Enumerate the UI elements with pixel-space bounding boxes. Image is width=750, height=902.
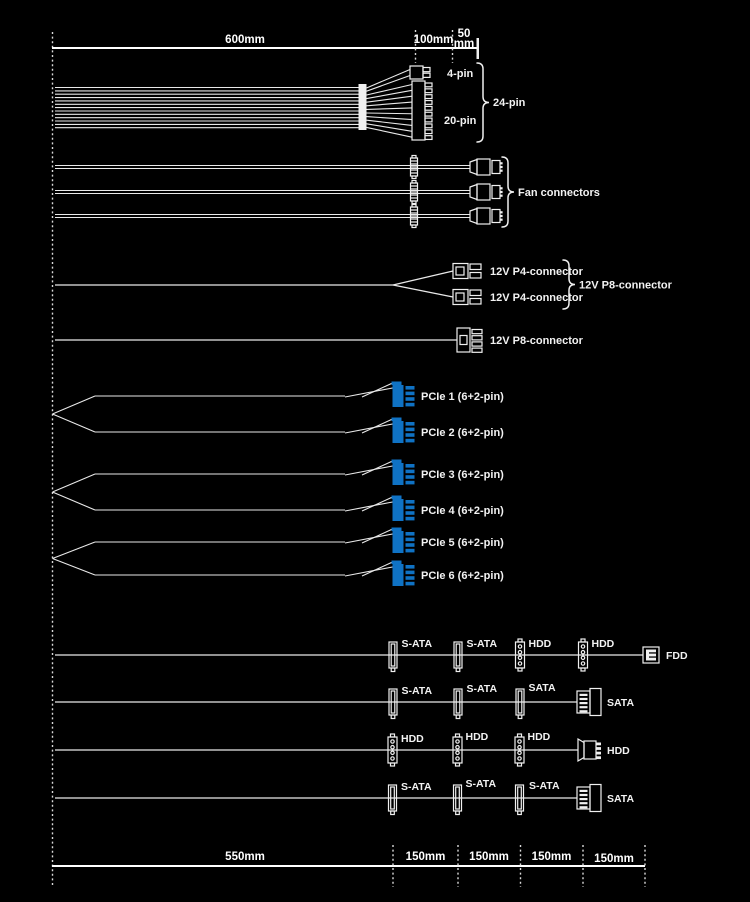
connector-label: SATA xyxy=(607,697,635,709)
top-ruler-600mm-label: 600mm xyxy=(225,34,265,46)
peripheral-cable-2 xyxy=(55,682,634,719)
fan-connector xyxy=(470,184,503,200)
connector-label: S-ATA xyxy=(465,778,497,790)
connector-label: FDD xyxy=(666,650,688,662)
pcie-label-6: PCIe 6 (6+2-pin) xyxy=(421,570,504,582)
pcie-pair-3 xyxy=(53,528,505,587)
sata-end-connector xyxy=(577,785,601,812)
pcie-connector-4 xyxy=(392,496,415,522)
pcie-connector-6 xyxy=(392,561,415,587)
atx-4pin-connector xyxy=(410,66,430,79)
connector-label: HDD xyxy=(591,638,615,650)
pcie-label-5: PCIe 5 (6+2-pin) xyxy=(421,537,504,549)
p4-top-label: 12V P4-connector xyxy=(490,266,583,278)
p4-bottom-label: 12V P4-connector xyxy=(490,292,583,304)
top-ruler xyxy=(52,28,479,63)
sata-connector xyxy=(389,642,397,672)
sata-connector xyxy=(516,689,524,719)
p4-connector-top xyxy=(453,264,481,279)
cpu-p8-cable xyxy=(55,328,584,352)
pcie-label-4: PCIe 4 (6+2-pin) xyxy=(421,505,504,517)
connector-label: S-ATA xyxy=(401,781,432,793)
atx-brace xyxy=(477,63,489,142)
sata-connector xyxy=(389,689,397,719)
peripheral-cable-1 xyxy=(55,638,688,672)
p8-brace-label: 12V P8-connector xyxy=(579,279,672,292)
pcie-label-1: PCIe 1 (6+2-pin) xyxy=(421,391,504,403)
fan-brace xyxy=(502,157,514,227)
connector-label: SATA xyxy=(607,793,635,805)
sata-connector xyxy=(516,785,524,815)
bottom-ruler-150mm-label-2: 150mm xyxy=(469,851,509,863)
connector-label: S-ATA xyxy=(401,685,433,697)
fan-cable-2 xyxy=(55,181,503,204)
wire-bundle xyxy=(55,88,359,128)
cable-clamp xyxy=(359,84,367,130)
sata-end-connector xyxy=(577,689,601,716)
p8-connector xyxy=(457,328,482,352)
pcie-connector-3 xyxy=(392,460,415,486)
peripheral-cable-3 xyxy=(55,731,630,766)
pcie-connector-2 xyxy=(392,418,415,444)
molex-connector xyxy=(578,739,601,761)
connector-label: SATA xyxy=(528,682,556,694)
bottom-ruler-150mm-label-1: 150mm xyxy=(405,851,446,863)
sata-connector xyxy=(389,785,397,815)
atx-4pin-label: 4-pin xyxy=(447,68,474,80)
fan-inline-connector xyxy=(411,181,418,204)
p4-connector-bottom xyxy=(453,290,481,305)
pcie-cables xyxy=(53,382,505,587)
bottom-ruler-150mm-label-3: 150mm xyxy=(531,851,572,863)
cpu-p4p4-cable xyxy=(55,260,673,309)
fan-connector xyxy=(470,159,503,175)
atx-24pin-label: 24-pin xyxy=(493,97,526,109)
pcie-pair-2 xyxy=(53,460,505,522)
pcie-pair-1 xyxy=(53,382,505,444)
atx-20pin-connector xyxy=(412,81,432,140)
connector-label: S-ATA xyxy=(466,638,498,650)
peripheral-cable-4 xyxy=(55,778,634,815)
fdd-connector xyxy=(643,647,659,663)
bottom-ruler xyxy=(52,845,645,887)
atx-24pin-cable xyxy=(55,63,526,142)
sata-connector xyxy=(454,642,462,672)
fan-inline-connector xyxy=(411,205,418,228)
pcie-connector-5 xyxy=(392,528,415,554)
pcie-connector-1 xyxy=(392,382,415,408)
bottom-ruler-550mm-label: 550mm xyxy=(225,851,265,863)
connector-label: S-ATA xyxy=(401,638,433,650)
fan-inline-connector xyxy=(411,156,418,179)
bottom-ruler-150mm-label-4: 150mm xyxy=(594,853,634,865)
fan-cables xyxy=(55,156,600,228)
p8-label: 12V P8-connector xyxy=(490,335,583,347)
pcie-label-3: PCIe 3 (6+2-pin) xyxy=(421,469,504,481)
atx-20pin-label: 20-pin xyxy=(444,115,477,127)
top-ruler-50mm-label-line2: mm xyxy=(453,38,475,50)
connector-label: HDD xyxy=(465,731,489,743)
fan-cable-3 xyxy=(55,205,503,228)
sata-connector xyxy=(454,689,462,719)
connector-label: HDD xyxy=(401,733,424,745)
fan-connectors-label: Fan connectors xyxy=(518,187,600,199)
pcie-label-2: PCIe 2 (6+2-pin) xyxy=(421,427,504,439)
connector-label: S-ATA xyxy=(466,683,498,695)
fan-cable-1 xyxy=(55,156,503,179)
top-ruler-50mm-label-line1: 50 xyxy=(457,28,471,40)
connector-label: HDD xyxy=(528,638,552,650)
connector-label: HDD xyxy=(607,745,630,757)
connector-label: S-ATA xyxy=(529,780,560,792)
wire-fanout xyxy=(367,70,413,138)
fan-connector xyxy=(470,208,503,224)
top-ruler-100mm-label: 100mm xyxy=(413,34,454,46)
sata-connector xyxy=(454,785,462,815)
connector-label: HDD xyxy=(527,731,551,743)
